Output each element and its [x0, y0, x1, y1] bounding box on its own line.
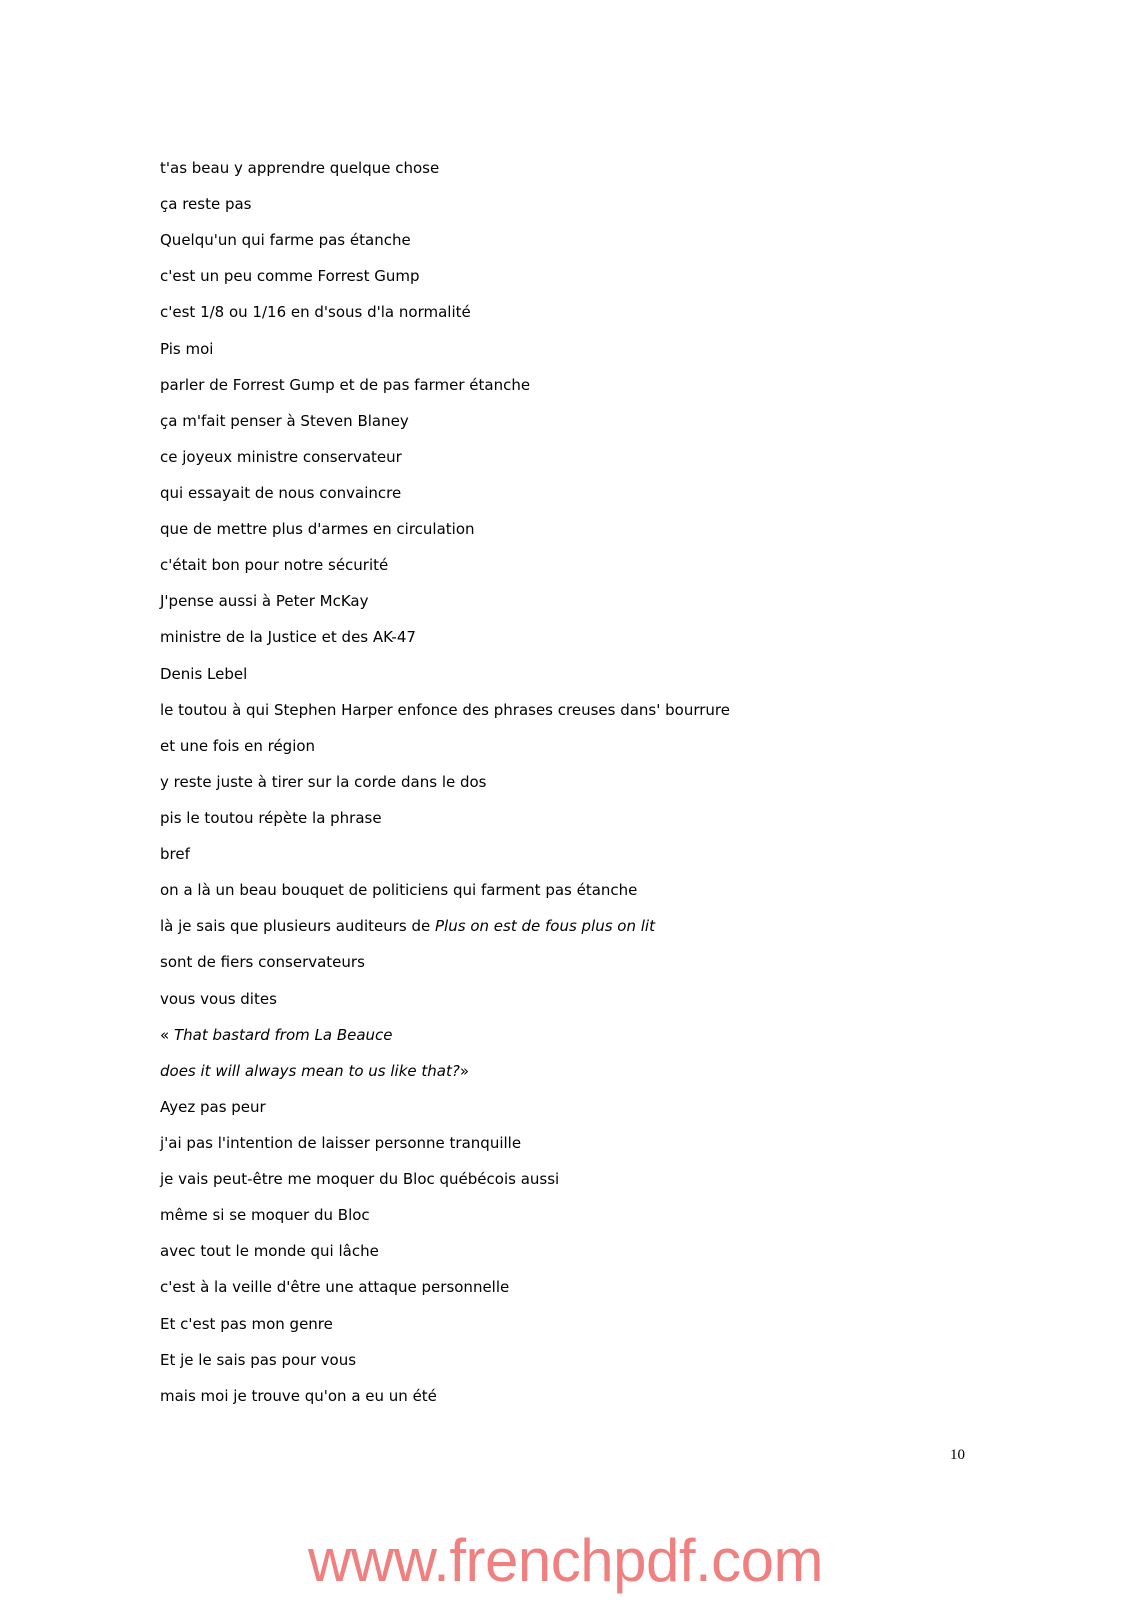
text-line: vous vous dites	[160, 989, 277, 1008]
text-line: qui essayait de nous convaincre	[160, 483, 402, 502]
text-line: bref	[160, 845, 190, 864]
text-line: avec tout le monde qui lâche	[160, 1242, 379, 1261]
text-line: et une fois en région	[160, 736, 316, 755]
text-line: Ayez pas peur	[160, 1097, 266, 1116]
text-line: J'pense aussi à Peter McKay	[160, 592, 369, 611]
watermark-link[interactable]: www.frenchpdf.com	[307, 1527, 824, 1594]
text-segment: »	[459, 1061, 469, 1080]
text-line	[160, 917, 1040, 953]
text-line: ça m'fait penser à Steven Blaney	[160, 411, 409, 430]
text-line: c'était bon pour notre sécurité	[160, 556, 389, 575]
text-line: ministre de la Justice et des AK-47	[160, 628, 416, 647]
text-line: même si se moquer du Bloc	[160, 1206, 370, 1225]
text-line: c'est 1/8 ou 1/16 en d'sous d'la normalité	[160, 303, 471, 322]
italic-title: Plus on est de fous plus on lit	[435, 917, 655, 936]
page-number: 10	[950, 1447, 965, 1463]
text-line: Et c'est pas mon genre	[160, 1314, 333, 1333]
italic-title: does it will always mean to us like that?	[160, 1061, 460, 1080]
text-line: je vais peut-être me moquer du Bloc québécois aussi	[160, 1170, 560, 1189]
text-segment: «	[160, 1025, 174, 1044]
text-line: Et je le sais pas pour vous	[160, 1350, 357, 1369]
text-line	[160, 1062, 1040, 1098]
text-line: parler de Forrest Gump et de pas farmer étanche	[160, 375, 531, 394]
text-segment: là je sais que plusieurs auditeurs de	[160, 917, 436, 936]
text-line: ça reste pas	[160, 195, 252, 214]
text-line: Denis Lebel	[160, 664, 248, 683]
text-line: que de mettre plus d'armes en circulation	[160, 520, 475, 539]
text-line: on a là un beau bouquet de politiciens qui farment pas étanche	[160, 881, 638, 900]
text-line: Quelqu'un qui farme pas étanche	[160, 231, 411, 250]
poem-text	[160, 159, 1040, 1423]
text-line: j'ai pas l'intention de laisser personne tranquille	[160, 1133, 522, 1152]
text-line: ce joyeux ministre conservateur	[160, 447, 402, 466]
text-line: c'est un peu comme Forrest Gump	[160, 267, 420, 286]
text-line: le toutou à qui Stephen Harper enfonce des phrases creuses dans' bourrure	[160, 700, 730, 719]
text-line: Pis moi	[160, 339, 214, 358]
text-line	[160, 1026, 1040, 1062]
text-line: y reste juste à tirer sur la corde dans le dos	[160, 772, 487, 791]
text-line: c'est à la veille d'être une attaque personnelle	[160, 1278, 510, 1297]
text-line: pis le toutou répète la phrase	[160, 808, 382, 827]
italic-title: That bastard from La Beauce	[173, 1025, 393, 1044]
text-line: sont de fiers conservateurs	[160, 953, 365, 972]
text-line: mais moi je trouve qu'on a eu un été	[160, 1386, 437, 1405]
text-line: t'as beau y apprendre quelque chose	[160, 159, 440, 177]
